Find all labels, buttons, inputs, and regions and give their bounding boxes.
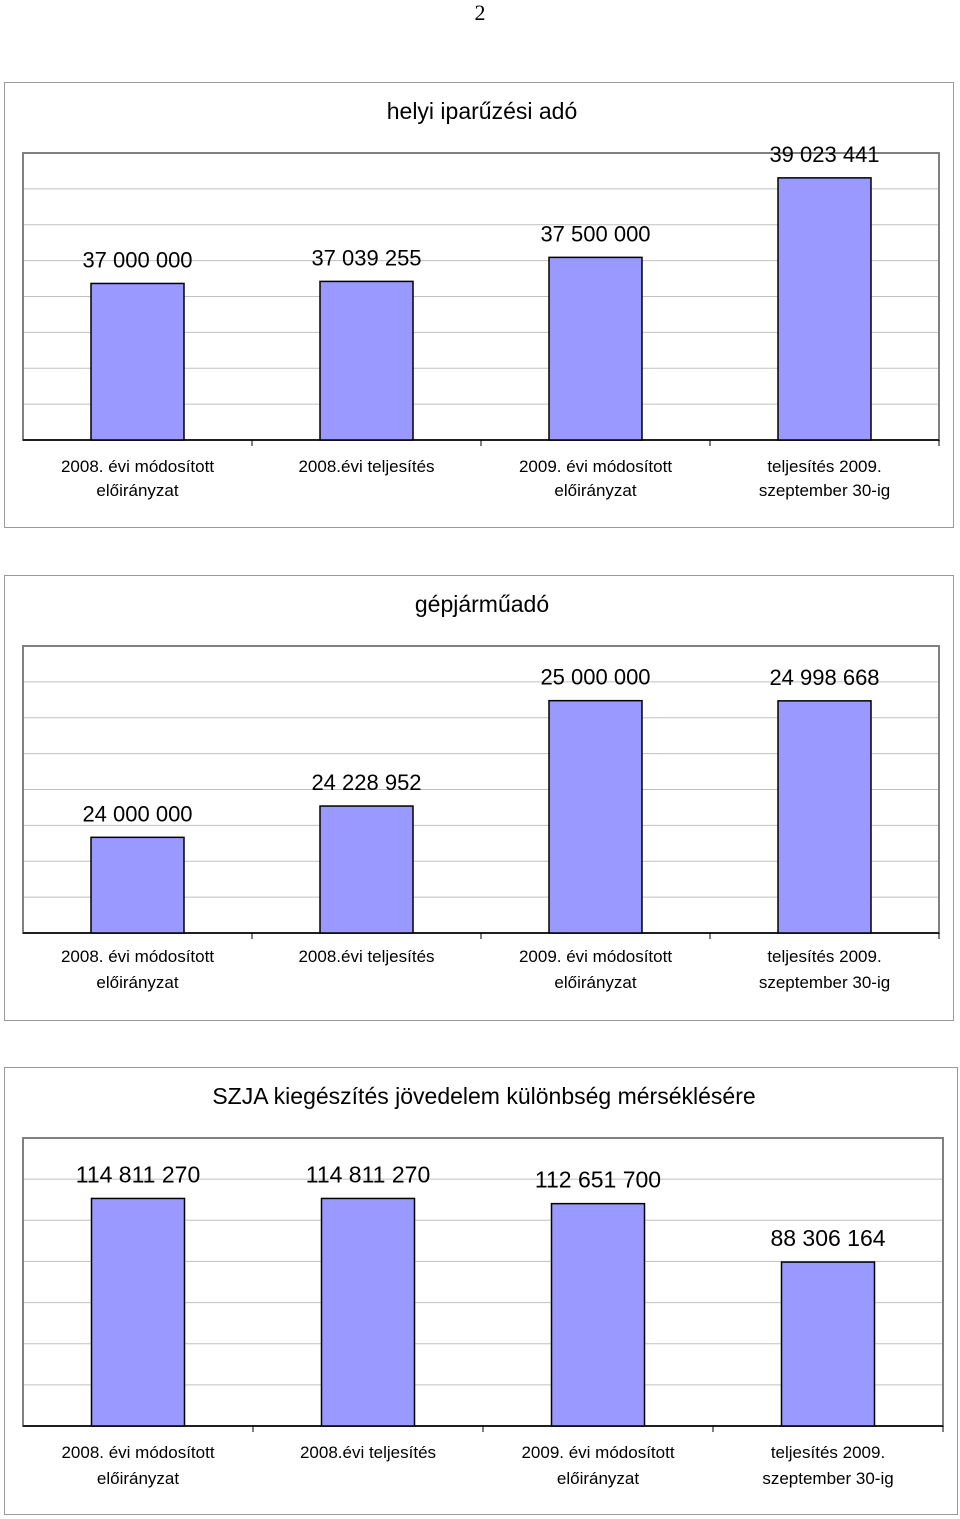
data-label: 37 500 000 [540,221,651,247]
category-label: előirányzat [96,1469,180,1488]
bar [778,178,871,440]
category-label: 2008. évi módosított [61,1443,215,1462]
data-label: 114 811 270 [75,1161,201,1188]
bar [552,1204,645,1426]
chart-svg [5,576,955,1022]
data-label: 37 000 000 [82,247,193,273]
bar [91,283,184,440]
data-label: 25 000 000 [540,664,651,690]
category-label: teljesítés 2009. [767,457,882,476]
data-label: 37 039 255 [311,245,422,271]
category-label: 2008.évi teljesítés [299,1443,437,1462]
data-label: 114 811 270 [305,1161,431,1188]
category-label: szeptember 30-ig [758,481,891,500]
category-label: 2008. évi módosított [60,947,215,966]
bar [778,701,871,933]
category-label: szeptember 30-ig [762,1469,894,1488]
bar [91,837,184,933]
chart-svg [5,83,955,529]
category-label: teljesítés 2009. [770,1443,886,1462]
data-label: 24 228 952 [311,770,422,796]
category-label: 2008. évi módosított [60,457,215,476]
data-label: 39 023 441 [769,141,880,167]
bar [320,806,413,933]
category-label: előirányzat [554,481,637,500]
bar [782,1262,875,1426]
chart-title: helyi iparűzési adó [386,98,578,124]
category-label: előirányzat [554,973,637,992]
category-label: előirányzat [556,1469,640,1488]
data-label: 24 998 668 [769,664,880,690]
data-label: 112 651 700 [534,1166,662,1193]
category-label: 2008.évi teljesítés [298,457,435,476]
chart-svg [5,1068,959,1516]
category-label: 2009. évi módosított [518,457,673,476]
chart-gepjarmuado [4,575,954,1021]
data-label: 24 000 000 [82,801,193,827]
bar [92,1198,185,1426]
chart-title: gépjárműadó [414,591,550,617]
bar [549,701,642,933]
category-label: szeptember 30-ig [758,973,891,992]
category-label: előirányzat [96,481,179,500]
category-label: 2009. évi módosított [518,947,673,966]
chart-szja-kiegeszites [4,1067,958,1515]
bar [549,257,642,440]
category-label: 2009. évi módosított [521,1443,675,1462]
category-label: teljesítés 2009. [767,947,882,966]
bar [322,1198,415,1426]
bar [320,281,413,440]
chart-title: SZJA kiegészítés jövedelem különbség mérséklésére [212,1083,756,1109]
page-number: 2 [474,0,486,25]
category-label: előirányzat [96,973,179,992]
chart-helyi-iparuzesi-ado [4,82,954,528]
data-label: 88 306 164 [770,1225,886,1252]
category-label: 2008.évi teljesítés [298,947,435,966]
